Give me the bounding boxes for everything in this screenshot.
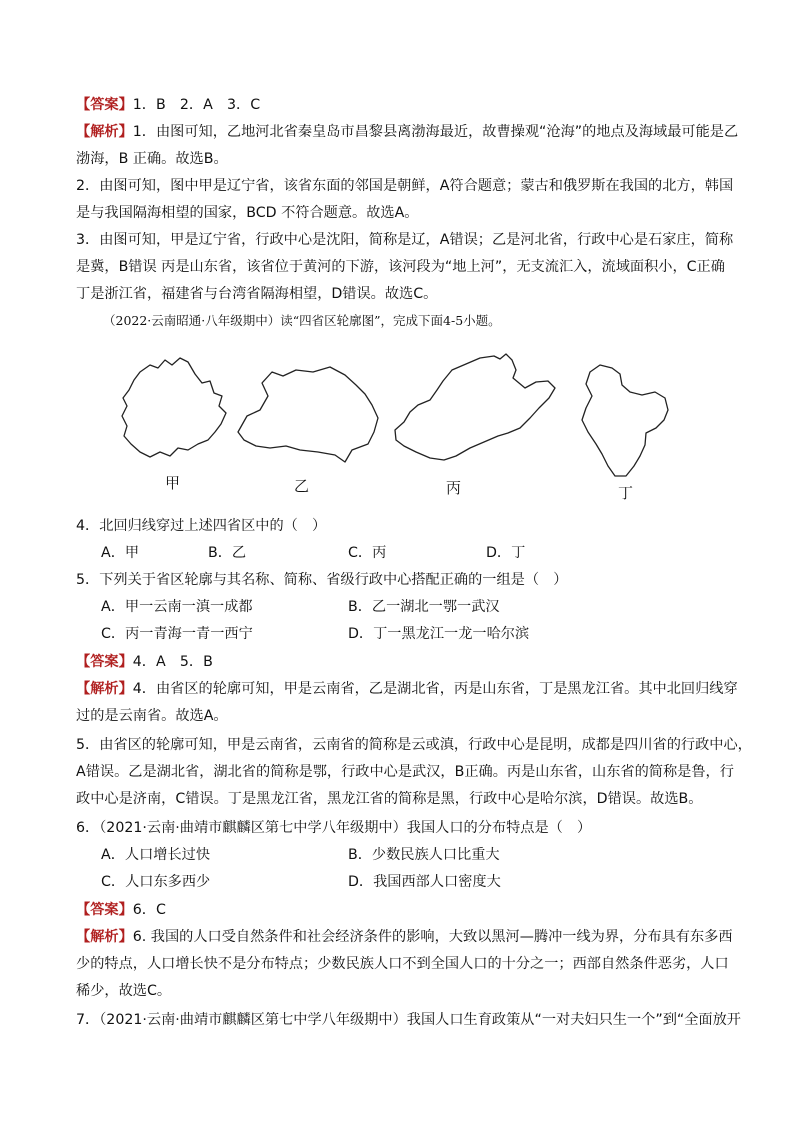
q4-option-b: B．乙 — [208, 545, 247, 561]
question-6-stem: 6．（2021·云南·曲靖市麒麟区第七中学八年级期中）我国人口的分布特点是（ ） — [76, 820, 592, 836]
analysis-line: 是冀，B错误 丙是山东省，该省位于黄河的下游，该河段为“地上河”，无支流汇入，流域面积小，C正确 — [76, 259, 725, 275]
answer-line-3 — [76, 900, 166, 920]
q5-option-b: B．乙一湖北一鄂一武汉 — [348, 599, 500, 615]
question-7-stem: 7．（2021·云南·曲靖市麒麟区第七中学八年级期中）我国人口生育政策从“一对夫妇只生一个”到“全面放开 — [76, 1012, 741, 1028]
analysis-line: 丁是浙江省，福建省与台湾省隔海相望，D错误。故选C。 — [76, 286, 438, 302]
q4-option-d: D．丁 — [486, 545, 526, 561]
analysis-line: A错误。乙是湖北省，湖北省的简称是鄂，行政中心是武汉，B正确。丙是山东省，山东省的简称是鲁，行 — [76, 764, 734, 780]
analysis-line: 稀少，故选C。 — [76, 983, 172, 999]
q4-option-c: C．丙 — [348, 545, 387, 561]
analysis-line-2 — [76, 679, 738, 699]
answer-text: 4．A 5．B — [132, 654, 213, 670]
analysis-text: 1．由图可知，乙地河北省秦皇岛市昌黎县离渤海最近，故曹操观“沧海”的地点及海域最可能是乙 — [132, 124, 739, 140]
answer-tag: 【答案】 — [76, 97, 133, 113]
outline-bing — [395, 354, 555, 460]
answer-text: 1．B 2．A 3．C — [132, 97, 261, 113]
q5-option-c: C．丙一青海一青一西宁 — [101, 626, 253, 642]
analysis-tag: 【解析】 — [76, 124, 133, 140]
answer-tag: 【答案】 — [76, 654, 133, 670]
outline-ding — [582, 365, 668, 476]
analysis-line: 是与我国隔海相望的国家，BCD 不符合题意。故选A。 — [76, 205, 419, 221]
question-4-stem: 4．北回归线穿过上述四省区中的（ ） — [76, 518, 327, 534]
q6-option-a: A．人口增长过快 — [101, 847, 211, 863]
q5-option-d: D．丁一黑龙江一龙一哈尔滨 — [348, 626, 530, 642]
q5-option-a: A．甲一云南一滇一成都 — [101, 599, 253, 615]
analysis-line: 5．由省区的轮廓可知，甲是云南省，云南省的简称是云或滇，行政中心是昆明，成都是四川省的行政中心， — [76, 737, 752, 753]
outline-yi — [238, 367, 378, 462]
analysis-line: 3．由图可知，甲是辽宁省，行政中心是沈阳，简称是辽，A错误；乙是河北省，行政中心是石家庄，简称 — [76, 232, 734, 248]
map-label-yi: 乙 — [294, 477, 310, 495]
q6-option-c: C．人口东多西少 — [101, 874, 211, 890]
map-label-jia: 甲 — [165, 474, 181, 492]
question-intro: （2022·云南昭通·八年级期中）读“四省区轮廓图”，完成下面4-5小题。 — [103, 313, 501, 328]
analysis-line-3 — [76, 927, 733, 947]
analysis-line: 渤海，B 正确。故选B。 — [76, 151, 228, 167]
answer-line-2 — [76, 652, 213, 672]
q6-option-b: B．少数民族人口比重大 — [348, 847, 500, 863]
q6-option-d: D．我国西部人口密度大 — [348, 874, 501, 890]
analysis-text: 6. 我国的人口受自然条件和社会经济条件的影响，大致以黑河—腾冲一线为界，分布具有东多西 — [132, 929, 733, 945]
analysis-line: 过的是云南省。故选A。 — [76, 708, 228, 724]
q4-option-a: A．甲 — [101, 545, 140, 561]
answer-tag: 【答案】 — [76, 902, 133, 918]
analysis-tag: 【解析】 — [76, 929, 133, 945]
analysis-line: 2．由图可知，图中甲是辽宁省，该省东面的邻国是朝鲜，A符合题意；蒙古和俄罗斯在我国的北方，韩国 — [76, 178, 734, 194]
outline-jia — [122, 358, 226, 457]
answer-text: 6．C — [132, 902, 166, 918]
analysis-text: 4．由省区的轮廓可知，甲是云南省，乙是湖北省，丙是山东省，丁是黑龙江省。其中北回归线穿 — [132, 681, 738, 697]
question-5-stem: 5．下列关于省区轮廓与其名称、简称、省级行政中心搭配正确的一组是（ ） — [76, 572, 568, 588]
province-outlines-figure — [0, 0, 794, 520]
map-label-ding: 丁 — [618, 484, 634, 502]
analysis-line: 政中心是济南，C错误。丁是黑龙江省，黑龙江省的简称是黑，行政中心是哈尔滨，D错误。故选B。 — [76, 791, 703, 807]
analysis-line: 少的特点，人口增长快不是分布特点；少数民族人口不到全国人口的十分之一；西部自然条件恶劣，人口 — [76, 956, 729, 972]
map-label-bing: 丙 — [446, 479, 462, 497]
analysis-tag: 【解析】 — [76, 681, 133, 697]
